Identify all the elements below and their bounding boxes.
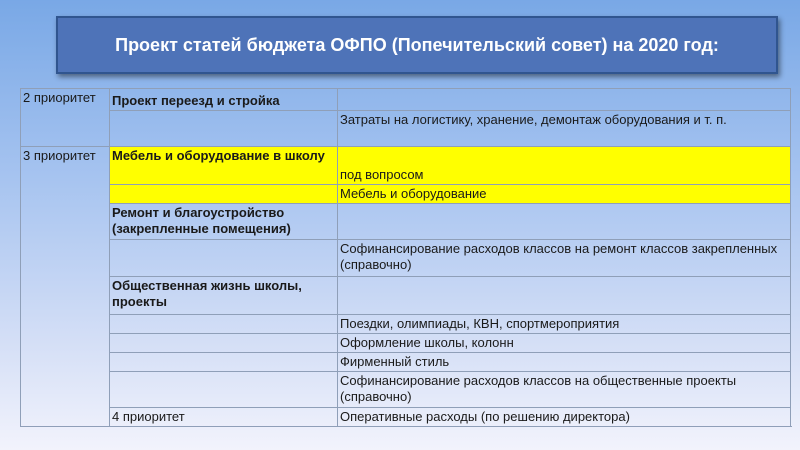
description-cell: Оформление школы, колонн [338,334,791,353]
description-cell [338,277,791,315]
table-row [21,353,791,372]
description-cell: Софинансирование расходов классов на ремонт классов закрепленных (справочно) [338,240,791,277]
category-cell: Проект переезд и стройка [110,89,338,111]
description-cell: Мебель и оборудование [338,185,791,204]
title-banner [56,16,778,74]
table-row [21,147,791,185]
description-cell: Фирменный стиль [338,353,791,372]
table-row [21,89,791,111]
table-row [21,240,791,277]
category-cell [110,185,338,204]
table-row [21,315,791,334]
description-cell [338,204,791,240]
table-row [21,185,791,204]
budget-table [20,88,791,427]
table-row [21,111,791,147]
description-cell [338,89,791,111]
table-row [21,372,791,408]
table-row [21,204,791,240]
description-cell: под вопросом [338,147,791,185]
category-cell: Ремонт и благоустройство (закрепленные помещения) [110,204,338,240]
category-cell [110,372,338,408]
category-cell [110,334,338,353]
description-cell: Софинансирование расходов классов на общественные проекты (справочно) [338,372,791,408]
category-cell [110,315,338,334]
category-cell [110,111,338,147]
category-cell: Общественная жизнь школы, проекты [110,277,338,315]
table-row [21,277,791,315]
description-cell: Затраты на логистику, хранение, демонтаж оборудования и т. п. [338,111,791,147]
category-cell: Оперативные расходы (по решению директора) [338,408,791,427]
category-cell [110,240,338,277]
priority-2-label: 2 приоритет [21,89,110,147]
table-row [21,334,791,353]
category-cell [110,353,338,372]
page-title: Проект статей бюджета ОФПО (Попечительский совет) на 2020 год: [115,34,719,55]
table-row [21,408,791,427]
priority-3-label: 3 приоритет [21,147,110,427]
category-cell: Мебель и оборудование в школу [110,147,338,185]
description-cell: Поездки, олимпиады, КВН, спортмероприятия [338,315,791,334]
priority-4-label: 4 приоритет [110,408,338,427]
